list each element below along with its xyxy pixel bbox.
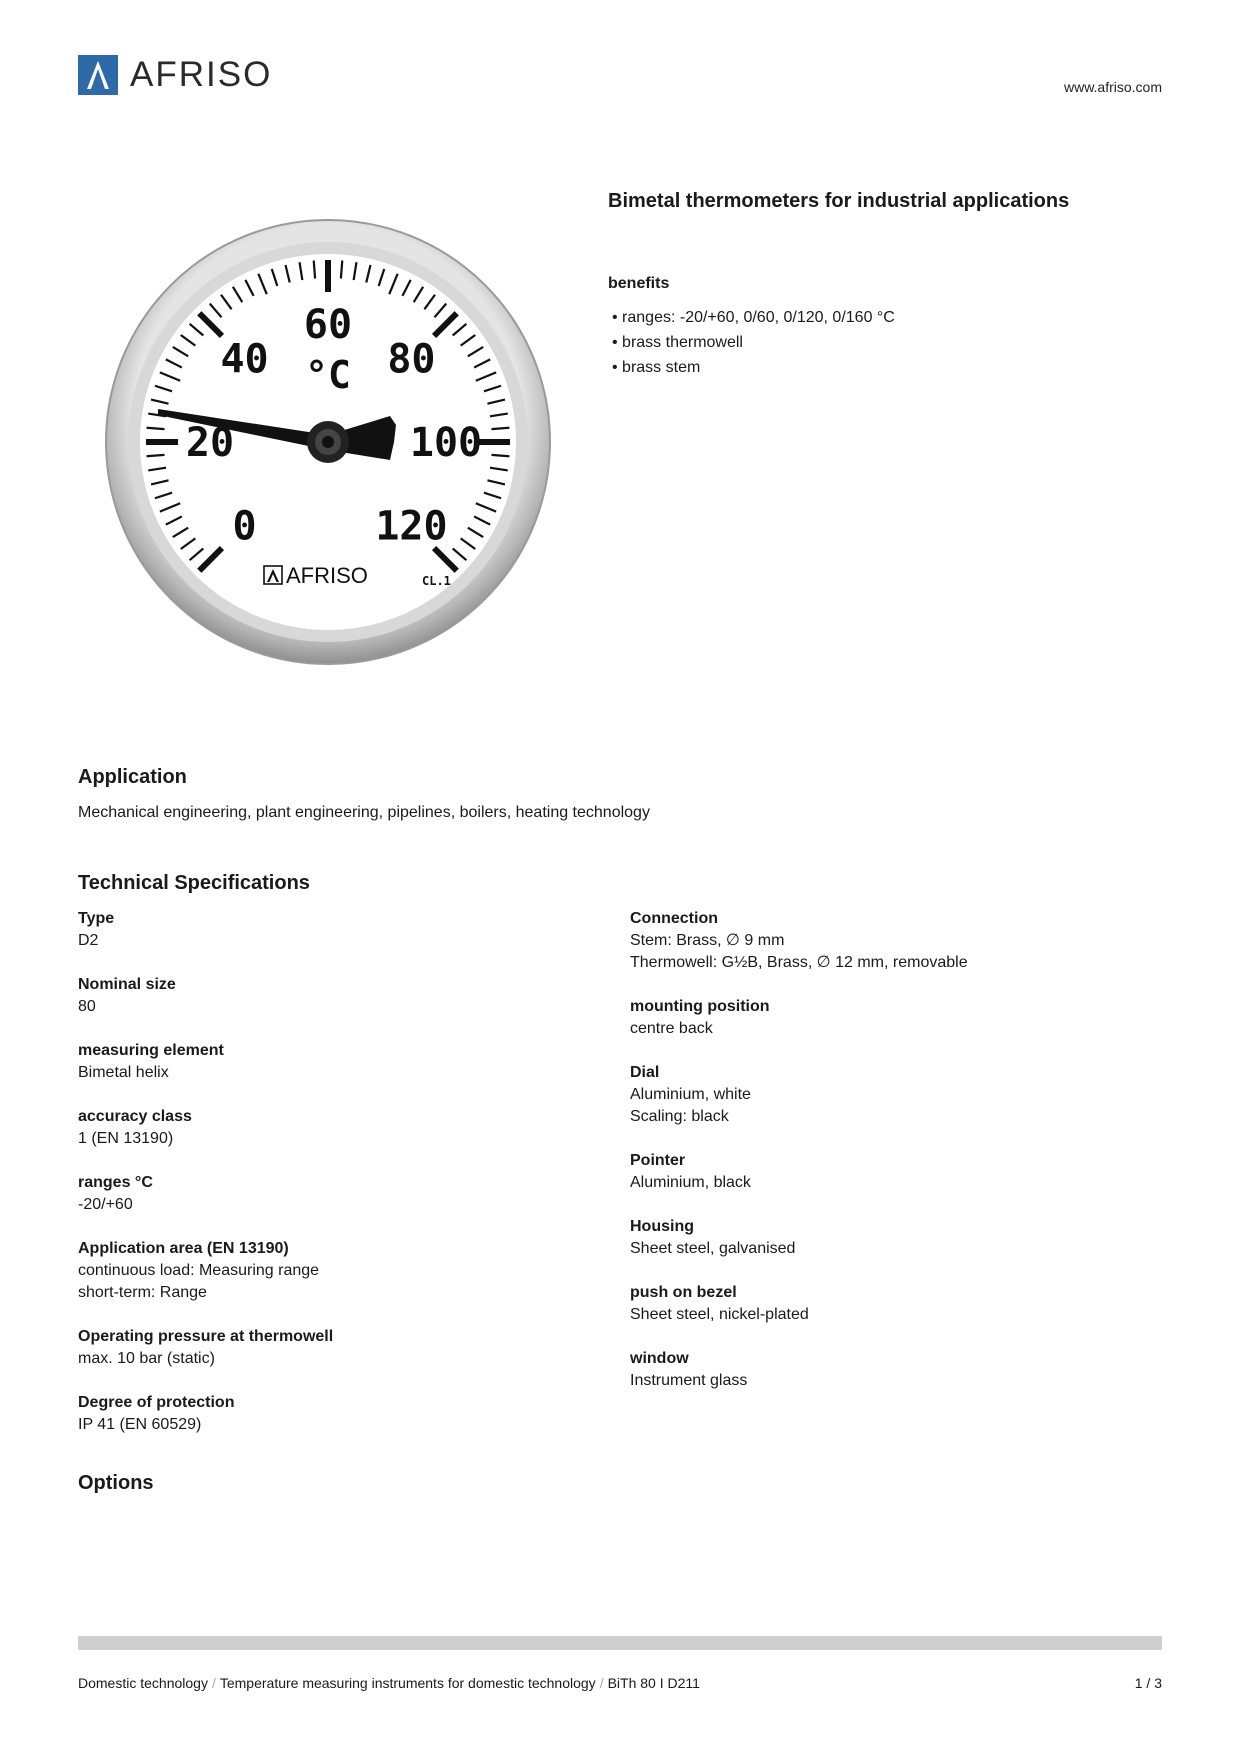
breadcrumb-item: BiTh 80 I D211	[607, 1675, 700, 1691]
spec-value: Instrument glass	[630, 1372, 748, 1389]
spec-label: Nominal size	[78, 976, 176, 993]
gauge-scale-label: 80	[387, 336, 436, 383]
spec-mounting-position	[630, 996, 1150, 1040]
spec-label: ranges °C	[78, 1174, 153, 1191]
gauge-minor-tick	[491, 455, 509, 456]
spec-value: continuous load: Measuring range	[78, 1262, 320, 1279]
gauge-scale-label: 60	[303, 302, 353, 348]
product-title: Bimetal thermometers for industrial applications	[608, 190, 1070, 212]
benefit-item: • ranges: -20/+60, 0/60, 0/120, 0/160 °C	[612, 305, 895, 330]
spec-label: Operating pressure at thermowell	[78, 1328, 334, 1345]
spec-window	[630, 1348, 1150, 1392]
spec-label: Dial	[630, 1064, 660, 1081]
footer-divider-bar	[78, 1636, 1162, 1650]
gauge-minor-tick	[147, 428, 165, 429]
spec-accuracy-class	[78, 1106, 598, 1150]
spec-value: 1 (EN 13190)	[78, 1130, 174, 1147]
benefits-list	[612, 305, 895, 380]
spec-connection	[630, 908, 1150, 974]
breadcrumb-item[interactable]: Temperature measuring instruments for domestic technology	[219, 1675, 596, 1691]
spec-label: mounting position	[630, 998, 770, 1015]
spec-value: Scaling: black	[630, 1108, 729, 1125]
spec-value: Aluminium, black	[630, 1174, 751, 1191]
spec-label: Type	[78, 910, 115, 927]
footer-breadcrumb	[78, 1675, 700, 1691]
page-number: 1 / 3	[1134, 1675, 1162, 1691]
spec-label: push on bezel	[630, 1284, 737, 1301]
gauge-brand-name: AFRISO	[286, 563, 368, 588]
specs-left-column	[78, 908, 598, 1458]
gauge-class-mark: CL.1	[422, 574, 451, 588]
spec-value: max. 10 bar (static)	[78, 1350, 215, 1367]
benefits-heading: benefits	[608, 275, 670, 292]
spec-value: Stem: Brass, ∅ 9 mm	[630, 932, 785, 949]
gauge-minor-tick	[314, 261, 315, 279]
breadcrumb-separator: /	[211, 1675, 216, 1691]
spec-value: Bimetal helix	[78, 1064, 169, 1081]
spec-label: Pointer	[630, 1152, 686, 1169]
spec-push-on-bezel	[630, 1282, 1150, 1326]
benefit-item: • brass thermowell	[612, 330, 895, 355]
spec-value: IP 41 (EN 60529)	[78, 1416, 202, 1433]
spec-operating-pressure	[78, 1326, 598, 1370]
spec-value: -20/+60	[78, 1196, 133, 1213]
afriso-logo-icon	[78, 55, 118, 95]
spec-value: Thermowell: G½B, Brass, ∅ 12 mm, removable	[630, 954, 968, 971]
spec-label: measuring element	[78, 1042, 224, 1059]
spec-ranges	[78, 1172, 598, 1216]
benefit-item: • brass stem	[612, 355, 895, 380]
spec-value: 80	[78, 998, 96, 1015]
spec-label: accuracy class	[78, 1108, 192, 1125]
spec-measuring-element	[78, 1040, 598, 1084]
spec-application-area	[78, 1238, 598, 1304]
application-heading: Application	[78, 766, 187, 788]
breadcrumb-separator: /	[599, 1675, 604, 1691]
thermometer-product-image	[100, 210, 560, 680]
spec-value: Sheet steel, nickel-plated	[630, 1306, 809, 1323]
spec-type	[78, 908, 598, 952]
spec-value: centre back	[630, 1020, 713, 1037]
gauge-scale-label: 120	[375, 503, 448, 550]
spec-value: D2	[78, 932, 99, 949]
spec-degree-of-protection	[78, 1392, 598, 1436]
website-url[interactable]: www.afriso.com	[1063, 79, 1162, 95]
specs-right-column	[630, 908, 1150, 1414]
application-text: Mechanical engineering, plant engineering, pipelines, boilers, heating technology	[78, 804, 650, 821]
gauge-minor-tick	[147, 455, 165, 456]
gauge-minor-tick	[341, 261, 342, 279]
spec-value: short-term: Range	[78, 1284, 207, 1301]
brand-name: AFRISO	[130, 55, 273, 94]
spec-label: Application area (EN 13190)	[78, 1240, 289, 1257]
spec-nominal-size	[78, 974, 598, 1018]
specs-heading: Technical Specifications	[78, 872, 310, 894]
spec-label: Housing	[630, 1218, 694, 1235]
gauge-scale-label: 40	[220, 336, 269, 383]
spec-housing	[630, 1216, 1150, 1260]
brand-logo	[78, 55, 272, 95]
spec-label: Connection	[630, 910, 718, 927]
options-heading: Options	[78, 1472, 154, 1494]
gauge-scale-label: 20	[185, 420, 235, 466]
spec-label: window	[630, 1350, 689, 1367]
gauge-scale-label: 0	[232, 503, 257, 550]
gauge-minor-tick	[491, 428, 509, 429]
gauge-scale-label: 100	[409, 420, 483, 466]
spec-pointer	[630, 1150, 1150, 1194]
breadcrumb-item[interactable]: Domestic technology	[78, 1675, 208, 1691]
spec-dial	[630, 1062, 1150, 1128]
spec-value: Aluminium, white	[630, 1086, 751, 1103]
gauge-unit-label: °C	[305, 353, 351, 397]
spec-label: Degree of protection	[78, 1394, 235, 1411]
spec-value: Sheet steel, galvanised	[630, 1240, 796, 1257]
